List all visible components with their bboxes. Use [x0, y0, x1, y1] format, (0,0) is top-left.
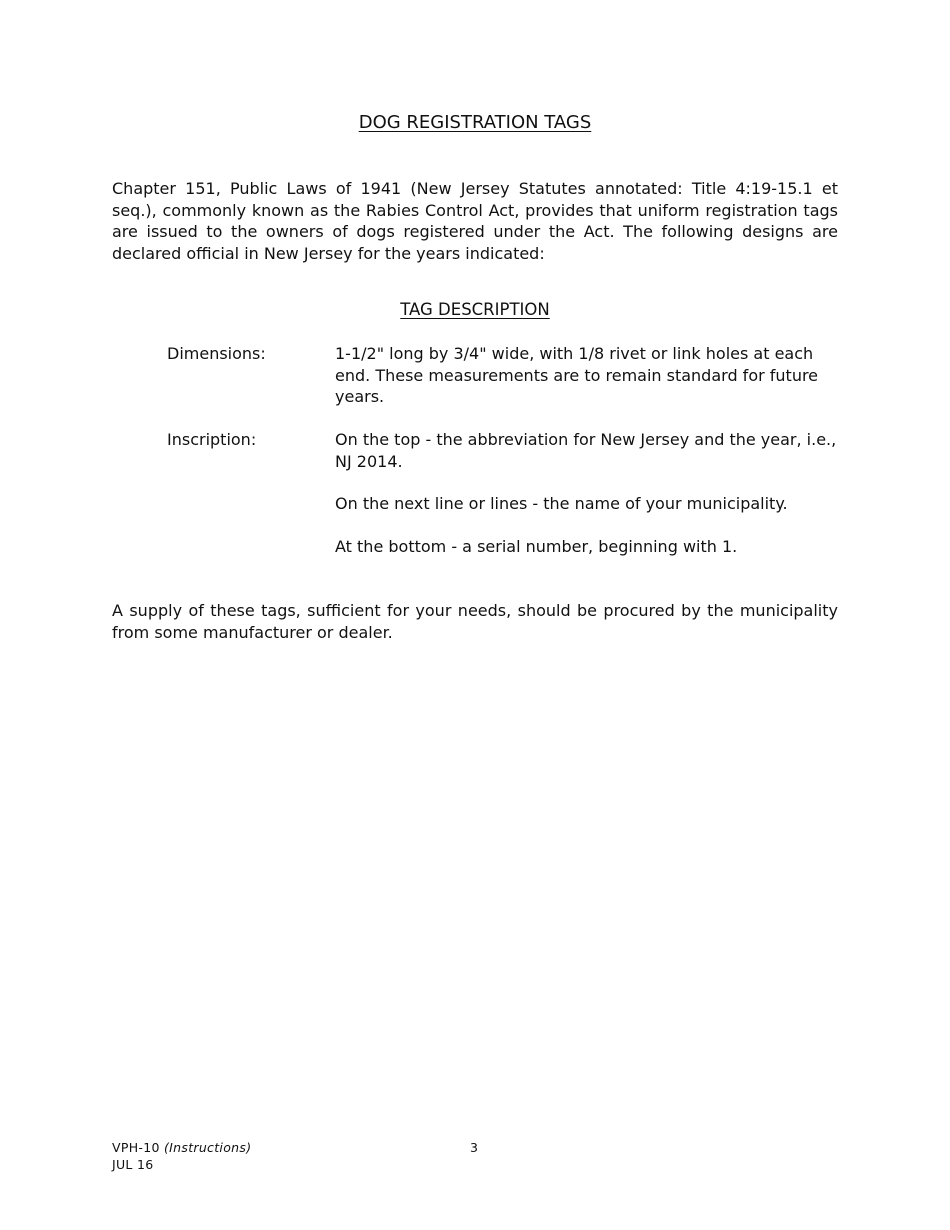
intro-paragraph: Chapter 151, Public Laws of 1941 (New Jersey Statutes annotated: Title 4:19-15.1 et seq.), commonly known as the Rabies Control Act, provides that uniform registration tags are issued to the owners of dogs registered under the Act. The following designs are declared official in New Jersey for the years indicated:	[112, 179, 838, 263]
inscription-label: Inscription:	[167, 430, 257, 449]
dimensions-text: 1-1/2" long by 3/4" wide, with 1/8 rivet or link holes at each end. These measurements are to remain standard for future years.	[335, 344, 819, 406]
tag-description-heading-text: TAG DESCRIPTION	[400, 300, 550, 319]
inscription-middle-text: On the next line or lines - the name of your municipality.	[335, 494, 788, 513]
footer-form-line	[112, 1140, 251, 1157]
footer-form-code: VPH-10	[112, 1140, 160, 1155]
closing-paragraph: A supply of these tags, sufficient for your needs, should be procured by the municipality from some manufacturer or dealer.	[112, 601, 838, 642]
page-title-text: DOG REGISTRATION TAGS	[358, 112, 592, 133]
tag-description-heading	[0, 300, 950, 319]
dimensions-label: Dimensions:	[167, 344, 266, 363]
inscription-top-text: On the top - the abbreviation for New Jersey and the year, i.e., NJ 2014.	[335, 430, 837, 471]
footer-form-note: (Instructions)	[164, 1140, 252, 1155]
inscription-bottom-text: At the bottom - a serial number, beginning with 1.	[335, 537, 738, 556]
page-title	[0, 112, 950, 133]
footer-date: JUL 16	[112, 1156, 154, 1172]
page-number: 3	[470, 1140, 479, 1155]
footer-form-info	[112, 1140, 251, 1173]
